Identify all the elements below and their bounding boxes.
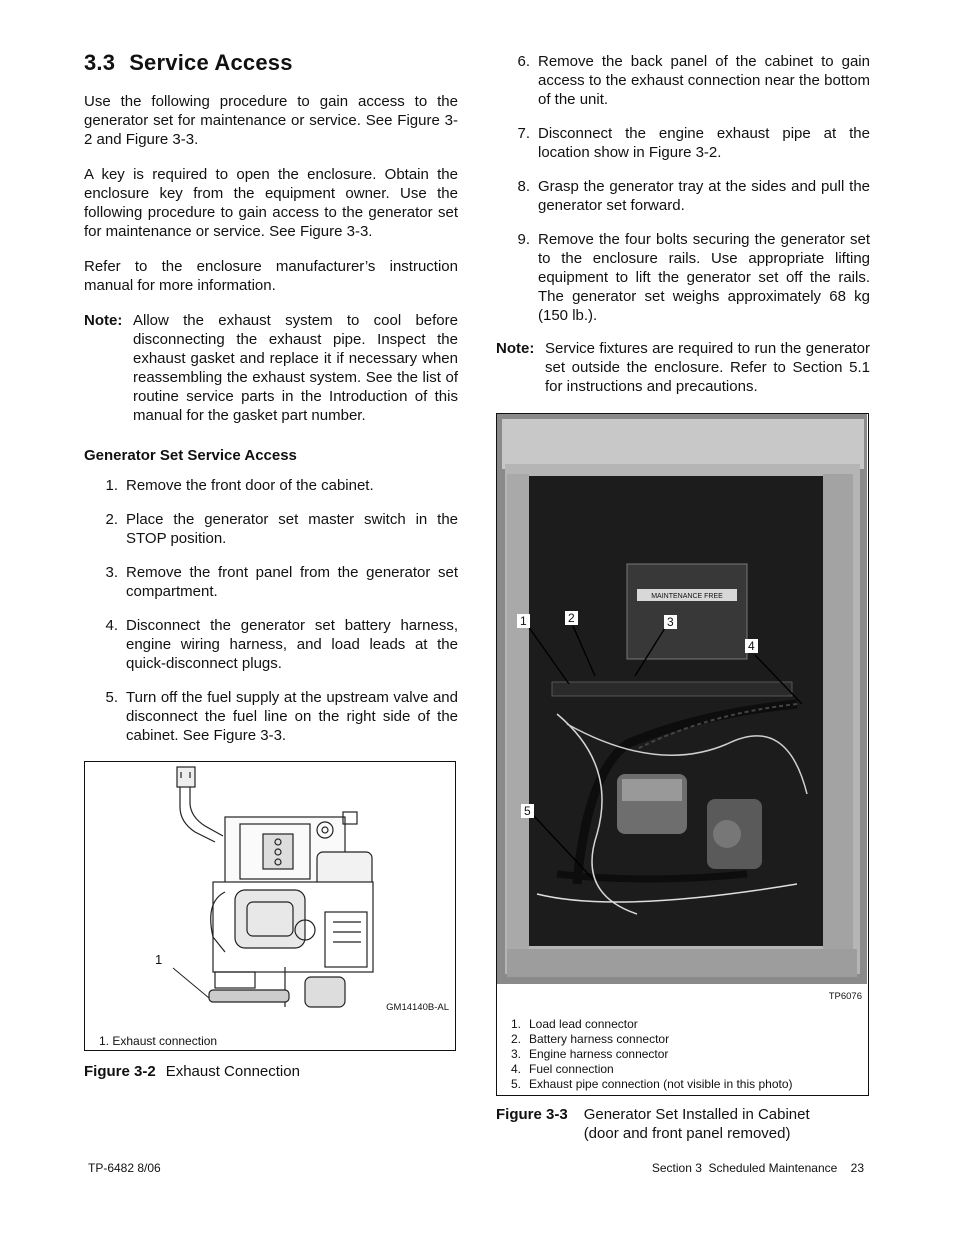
step-item: 8. Grasp the generator tray at the sides and pull the generator set forward. <box>517 178 870 214</box>
legend-item: 5. Exhaust pipe connection (not visible in this photo) <box>511 1077 793 1091</box>
caption-text: Exhaust Connection <box>165 1063 300 1080</box>
step-item: 1. Remove the front door of the cabinet. <box>105 477 374 494</box>
callout-1: 1 <box>155 952 163 967</box>
figure-3-2 <box>84 761 456 1051</box>
legend-item: 1. Load lead connector <box>511 1017 638 1031</box>
step-item: 3. Remove the front panel from the generator set compartment. <box>105 564 458 600</box>
steps-list-right <box>496 52 870 325</box>
caption-label: Figure 3-3 <box>496 1106 568 1123</box>
intro-paragraph: Refer to the enclosure manufacturer’s instruction manual for more information. <box>84 258 458 294</box>
figure-3-2-caption <box>84 1062 300 1081</box>
note-text: Service fixtures are required to run the generator set outside the enclosure. Refer to Section 5.1 for instructions and precautions. <box>545 340 870 395</box>
figure-3-3 <box>496 413 869 1096</box>
step-item: 5. Turn off the fuel supply at the upstream valve and disconnect the fuel line on the right side of the cabinet. See Figure 3-3. <box>105 689 458 744</box>
legend-item: 4. Fuel connection <box>511 1062 614 1076</box>
battery-label: MAINTENANCE FREE <box>651 593 723 600</box>
step-item: 6. Remove the back panel of the cabinet to gain access to the exhaust connection near the bottom of the unit. <box>517 53 870 108</box>
legend-item: 3. Engine harness connector <box>511 1047 669 1061</box>
cabinet-photo <box>497 414 867 984</box>
intro-paragraph: Use the following procedure to gain access to the generator set for maintenance or service. See Figure 3-2 and Figure 3-3. <box>84 93 458 148</box>
figure-code: TP6076 <box>828 991 862 1002</box>
caption-line-2: (door and front panel removed) <box>583 1125 791 1142</box>
left-column <box>84 50 458 760</box>
callout-2: 2 <box>565 611 578 625</box>
section-heading: 3.3 Service Access <box>84 50 293 75</box>
callout-5: 5 <box>521 804 534 818</box>
figure-3-3-caption <box>496 1105 810 1143</box>
note-service-fixtures <box>496 339 870 396</box>
step-item: 9. Remove the four bolts securing the generator set to the enclosure rails. Use appropriate lifting equipment to lift the generator set off the rails. The generator set weighs approximately 68 kg (150 lb.). <box>517 231 870 324</box>
caption-label: Figure 3-2 <box>84 1063 156 1080</box>
steps-list-left <box>84 476 458 745</box>
subheading: Generator Set Service Access <box>84 447 297 464</box>
figure-legend: 1. Exhaust connection <box>99 1034 218 1048</box>
callout-4: 4 <box>745 639 758 653</box>
step-item: 4. Disconnect the generator set battery harness, engine wiring harness, and load leads at the quick-disconnect plugs. <box>105 617 458 672</box>
figure-legend <box>511 1017 793 1092</box>
note-label: Note: <box>84 312 123 329</box>
note-text: Allow the exhaust system to cool before disconnecting the exhaust pipe. Inspect the exhaust gasket and replace it if necessary when reassembling the exhaust system. See the list of routine service parts in the Introduction of this manual for the gasket part number. <box>133 312 458 424</box>
callout-3: 3 <box>664 615 677 629</box>
note-label: Note: <box>496 340 535 357</box>
intro-paragraph: A key is required to open the enclosure. Obtain the enclosure key from the equipment owner. Use the following procedure to gain access to the generator set for maintenance or service. See Figure 3-3. <box>84 166 458 240</box>
note-exhaust <box>84 311 458 425</box>
legend-item: 2. Battery harness connector <box>511 1032 670 1046</box>
footer-section-page: Section 3 Scheduled Maintenance 23 <box>651 1161 864 1175</box>
right-column <box>496 52 870 412</box>
figure-code: GM14140B-AL <box>386 1002 449 1013</box>
callout-1: 1 <box>517 614 530 628</box>
step-item: 7. Disconnect the engine exhaust pipe at the location show in Figure 3-2. <box>517 125 870 161</box>
caption-line-1: Generator Set Installed in Cabinet <box>583 1106 810 1123</box>
footer-doc-id: TP-6482 8/06 <box>88 1161 161 1175</box>
step-item: 2. Place the generator set master switch in the STOP position. <box>105 511 458 547</box>
